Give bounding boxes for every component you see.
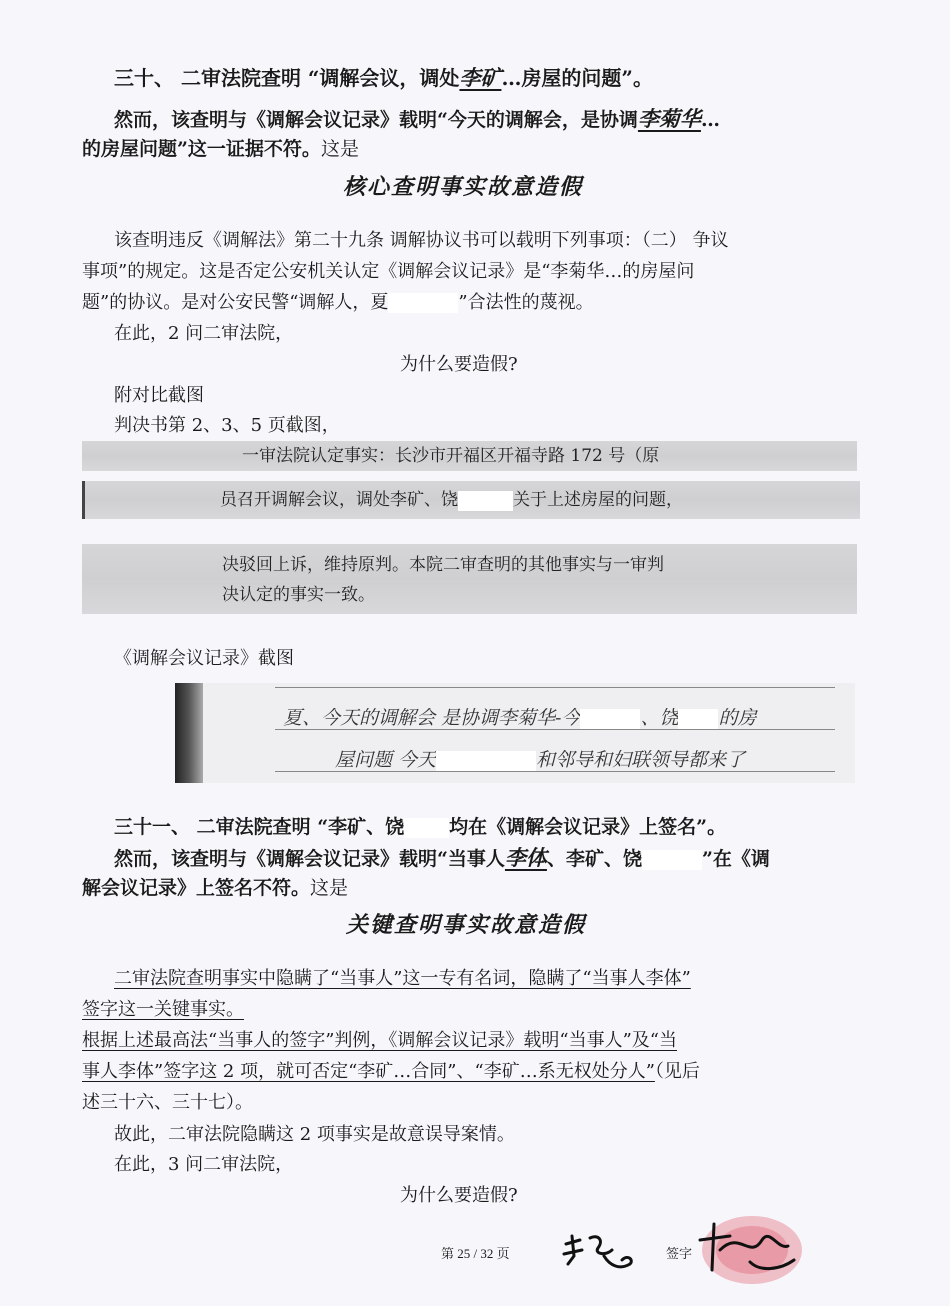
section31-para2: 解会议记录》上签名不符。这是 [82, 877, 349, 899]
section30-title: 核心查明事实故意造假 [343, 174, 584, 200]
section30-body4: 在此，2 问二审法院， [114, 323, 294, 344]
section30-body2: 事项”的规定。这是否定公安机关认定《调解会议记录》是“李菊华…的房屋问 [82, 261, 695, 282]
judgment-screenshot-2 [82, 481, 860, 519]
redaction [642, 850, 702, 870]
section31-body3: 根据上述最高法“当事人的签字”判例，《调解会议记录》载明“当事人”及“当 [82, 1030, 678, 1051]
section31-heading: 三十一、 二审法院查明 “李矿、饶 均在《调解会议记录》上签名”。 [114, 816, 727, 838]
page-number: 第 25 / 32 页 [441, 1246, 510, 1261]
judgment-screenshot-3: 决驳回上诉，维持原判。本院二审查明的其他事实与一审判 决认定的事实一致。 [82, 544, 857, 614]
redaction [458, 491, 513, 511]
section31-body4: 事人李体”签字这 2 项，就可否定“李矿…合同”、“李矿…系无权处分人”（见后 [82, 1061, 700, 1082]
handwriting-line1: 夏、今天的调解会 是协调李菊华-今 、饶 的房 [283, 707, 757, 729]
record-caption: 《调解会议记录》截图 [114, 648, 294, 669]
section30-heading: 三十、 二审法院查明 “调解会议，调处李矿…房屋的问题”。 [114, 65, 653, 90]
judgment-screenshot-1: 一审法院认定事实：长沙市开福区开福寺路 172 号（原 [82, 441, 857, 471]
section31-question: 为什么要造假? [400, 1185, 518, 1206]
judgment-line2: 员召开调解会议，调处李矿、饶 关于上述房屋的问题， [220, 490, 683, 510]
section31-body6: 故此，二审法院隐瞒这 2 项事实是故意误导案情。 [114, 1124, 515, 1145]
handwritten-record-screenshot [175, 683, 855, 783]
attachment-note: 附对比截图 [114, 385, 204, 406]
section31-title: 关键查明事实故意造假 [346, 912, 587, 938]
section30-body3: 题”的协议。是对公安民警“调解人，夏 ”合法性的蔑视。 [82, 292, 594, 313]
section31-body1: 二审法院查明事实中隐瞒了“当事人”这一专有名词，隐瞒了“当事人李体” [114, 968, 691, 989]
handwritten-signature-1 [560, 1226, 640, 1276]
section31-body7: 在此，3 问二审法院， [114, 1154, 294, 1175]
redaction [404, 818, 449, 838]
redaction [388, 293, 458, 313]
section31-body2: 签字这一关键事实。 [82, 999, 244, 1020]
red-fingerprint-stamp [690, 1210, 810, 1290]
section30-para1: 然而，该查明与《调解会议记录》载明“今天的调解会，是协调李菊华… [114, 106, 720, 131]
scan-fold-shadow [175, 683, 203, 783]
handwriting-line2: 屋问题 今天 和邻导和妇联领导都来了 [335, 749, 746, 771]
attachment-pages: 判决书第 2、3、5 页截图， [114, 415, 340, 436]
section30-para2: 的房屋问题”这一证据不符。这是 [82, 138, 359, 160]
signature-label: 签字 [666, 1246, 693, 1261]
section31-body5: 述三十六、三十七）。 [82, 1092, 253, 1113]
section30-body1: 该查明违反《调解法》第二十九条 调解协议书可以载明下列事项：（二） 争议 [114, 230, 729, 251]
section31-para1: 然而，该查明与《调解会议记录》载明“当事人李体、李矿、饶 ”在《调 [114, 845, 770, 870]
section30-question: 为什么要造假? [400, 354, 518, 375]
